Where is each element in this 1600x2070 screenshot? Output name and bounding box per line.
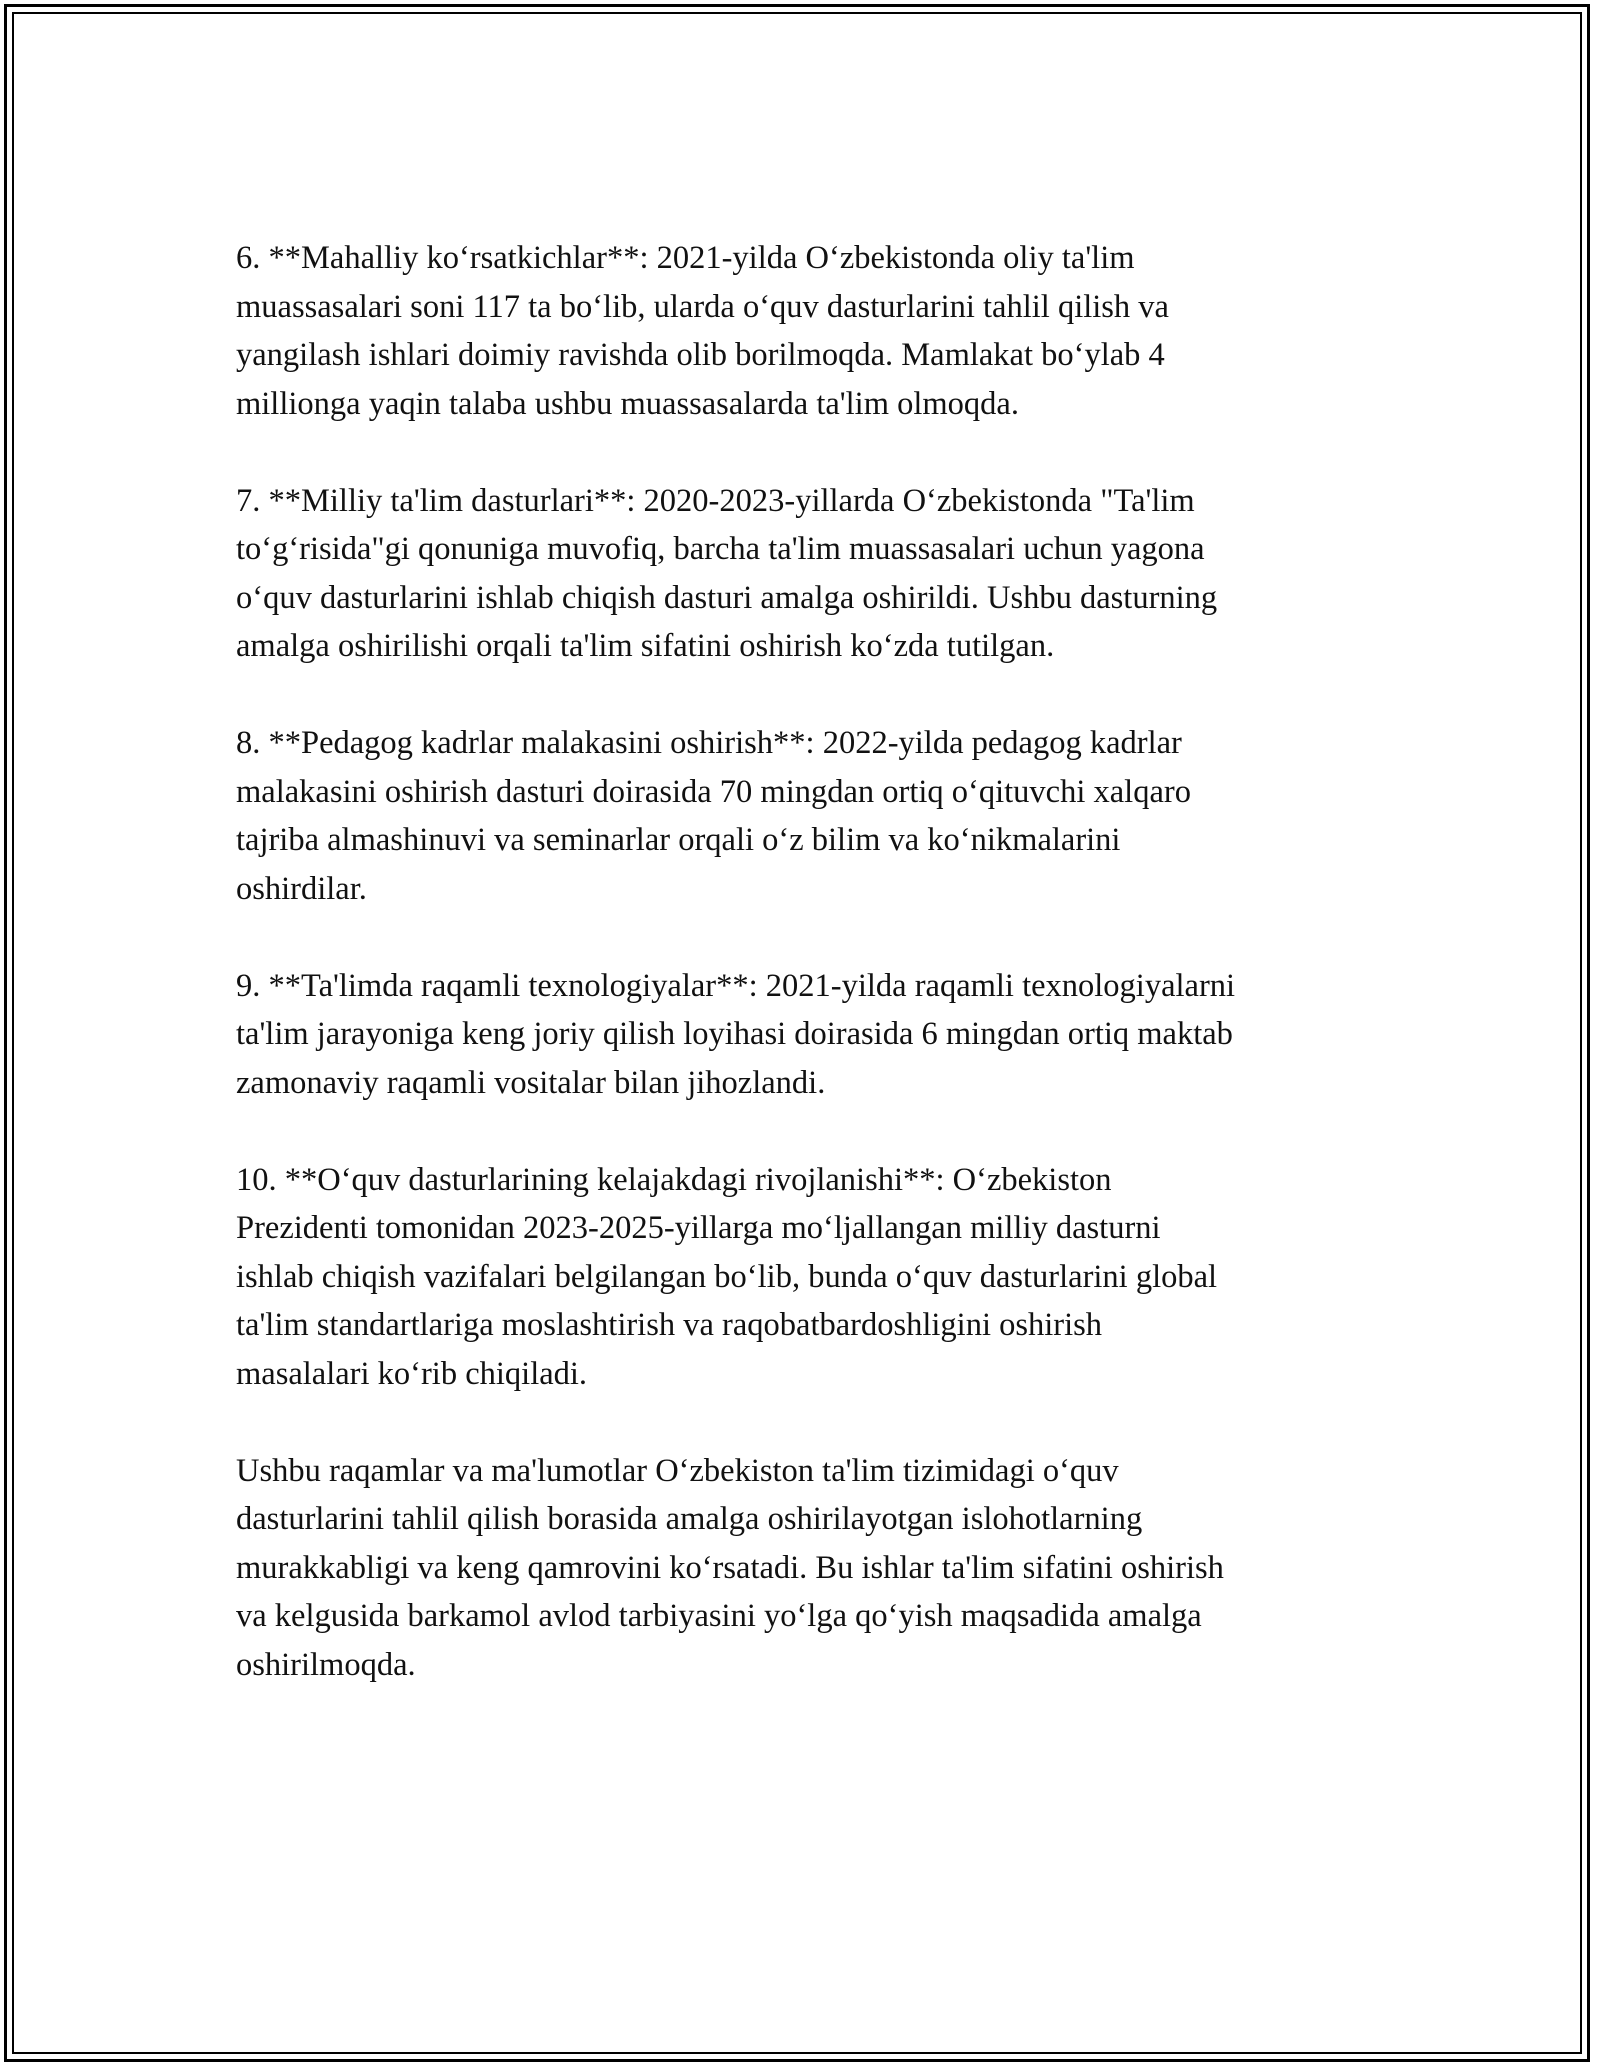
paragraph-7-national-programs: 7. **Milliy ta'lim dasturlari**: 2020-2023-yillarda O‘zbekistonda "Ta'lim to‘g‘risida"gi qonuniga muvofiq, barcha ta'lim muassasalari uchun yagona o‘quv dasturlarini ishlab chiqish dasturi amalga oshirildi. Ushbu dasturning amalga oshirilishi orqali ta'lim sifatini oshirish ko‘zda tutilgan. [236,482,1218,664]
paragraph-10-future-development: 10. **O‘quv dasturlarining kelajakdagi rivojlanishi**: O‘zbekiston Prezidenti tomonidan 2023-2025-yillarga mo‘ljallangan milliy dasturni ishlab chiqish vazifalari belgilangan bo‘lib, bunda o‘quv dasturlarini global ta'lim standartlariga moslashtirish va raqobatbardoshligini oshirish masalalari ko‘rib chiqiladi. [236,1161,1218,1392]
paragraph-8-teacher-training: 8. **Pedagog kadrlar malakasini oshirish**: 2022-yilda pedagog kadrlar malakasini oshirish dasturi doirasida 70 mingdan ortiq o‘qituvchi xalqaro tajriba almashinuvi va seminarlar orqali o‘z bilim va ko‘nikmalarini oshirdilar. [236,725,1191,907]
paragraph-9-digital-technologies: 9. **Ta'limda raqamli texnologiyalar**: 2021-yilda raqamli texnologiyalarni ta'lim jarayoniga keng joriy qilish loyihasi doirasida 6 mingdan ortiq maktab zamonaviy raqamli vositalar bilan jihozlandi. [236,967,1236,1101]
paragraph-6-local-indicators: 6. **Mahalliy ko‘rsatkichlar**: 2021-yilda O‘zbekistonda oliy ta'lim muassasalari soni 117 ta bo‘lib, ularda o‘quv dasturlarini tahlil qilish va yangilash ishlari doimiy ravishda olib borilmoqda. Mamlakat bo‘ylab 4 millionga yaqin talaba ushbu muassasalarda ta'lim olmoqda. [236,240,1169,422]
paragraph-conclusion: Ushbu raqamlar va ma'lumotlar O‘zbekiston ta'lim tizimidagi o‘quv dasturlarini tahlil qilish borasida amalga oshirilayotgan islohotlarning murakkabligi va keng qamrovini ko‘rsatadi. Bu ishlar ta'lim sifatini oshirish va kelgusida barkamol avlod tarbiyasini yo‘lga qo‘yish maqsadida amalga oshirilmoqda. [236,1452,1224,1683]
document-body [236,234,1386,1738]
